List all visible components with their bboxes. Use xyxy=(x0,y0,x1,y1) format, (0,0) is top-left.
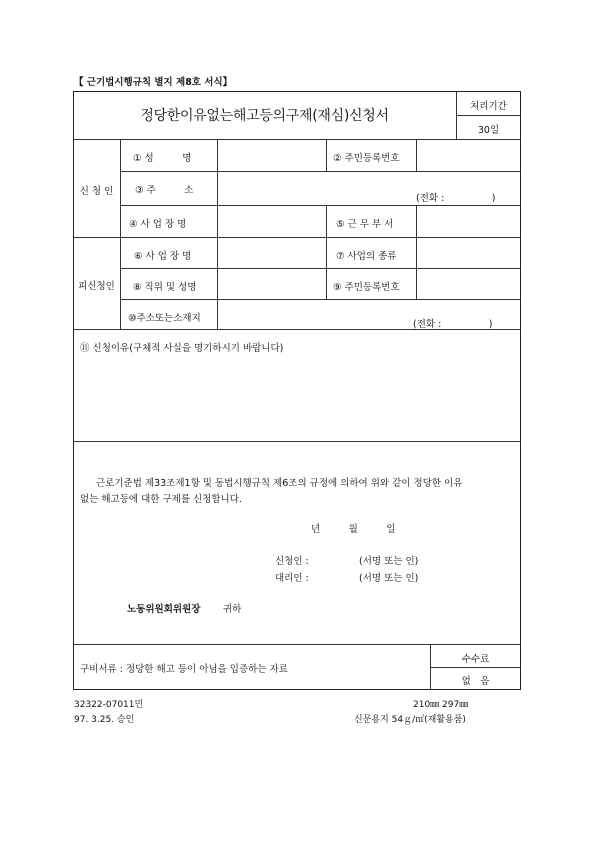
fee-value: 없 음 xyxy=(461,676,490,687)
respondent-business-name-field[interactable] xyxy=(218,238,325,268)
applicant-department-field[interactable] xyxy=(417,206,520,237)
applicant-address-label: ③ 주 소 xyxy=(135,185,194,196)
applicant-workplace-field[interactable] xyxy=(218,206,325,237)
divider xyxy=(73,441,521,442)
divider xyxy=(326,139,327,171)
applicant-workplace-label: ④ 사 업 장 명 xyxy=(129,219,187,230)
respondent-position-name-label: ⑧ 직위 및 성명 xyxy=(133,282,197,293)
respondent-phone: (전화 : ) xyxy=(413,319,493,330)
form-reference: 【 근기법시행규칙 별지 제8호 서식】 xyxy=(74,77,233,88)
reason-label: ⑪ 신청이유(구체적 사실을 명기하시기 바랍니다) xyxy=(80,343,284,354)
applicant-name-label: ① 성 명 xyxy=(133,153,192,164)
honorific: 귀하 xyxy=(223,604,242,615)
divider xyxy=(326,205,327,237)
applicant-sign-note: (서명 또는 인) xyxy=(359,556,419,567)
respondent-rrn-label: ⑨ 주민등록번호 xyxy=(333,282,400,293)
reason-field[interactable] xyxy=(74,355,520,440)
applicant-rrn-field[interactable] xyxy=(417,140,520,171)
form-title: 정당한이유없는해고등의구제(재심)신청서 xyxy=(140,108,389,124)
declaration-line1: 근로기준법 제33조제1항 및 동법시행규칙 제6조의 규정에 의하여 위와 같이 정당한 이유 xyxy=(96,478,463,489)
respondent-position-name-field[interactable] xyxy=(218,269,325,299)
form-code: 32322-07011민 xyxy=(74,700,144,710)
applicant-department-label: ⑤ 근 무 부 서 xyxy=(336,219,394,230)
processing-period-label: 처리기간 xyxy=(470,101,507,112)
processing-period-value: 30일 xyxy=(477,125,500,136)
attachments-label: 구비서류 : 정당한 해고 등이 아님을 입증하는 자료 xyxy=(80,664,288,675)
declaration-line2: 없는 해고등에 대한 구제를 신청합니다. xyxy=(80,494,242,505)
paper-size: 210㎜ 297㎜ xyxy=(413,700,469,710)
divider xyxy=(456,115,521,116)
respondent-business-type-field[interactable] xyxy=(417,238,520,268)
approval-date: 97. 3.25. 승인 xyxy=(74,715,135,725)
divider xyxy=(73,644,521,645)
paper-spec: 신문용지 54ｇ/㎡(재활용품) xyxy=(354,715,466,725)
respondent-business-name-label: ⑥ 사 업 장 명 xyxy=(134,251,192,262)
applicant-name-field[interactable] xyxy=(218,140,325,171)
applicant-sign-label: 신청인 : xyxy=(275,556,309,567)
divider xyxy=(430,667,521,668)
addressee: 노동위원회위원장 xyxy=(127,604,201,615)
applicant-phone: (전화 : ) xyxy=(416,193,496,204)
applicant-section-label: 신 청 인 xyxy=(79,186,114,197)
respondent-rrn-field[interactable] xyxy=(417,269,520,299)
agent-sign-label: 대리인 : xyxy=(275,573,309,584)
agent-sign-note: (서명 또는 인) xyxy=(359,573,419,584)
respondent-section-label: 피신청인 xyxy=(78,281,115,292)
application-date: 년 월 일 xyxy=(311,524,396,535)
divider xyxy=(326,237,327,299)
divider xyxy=(120,139,121,329)
fee-label: 수수료 xyxy=(461,654,490,665)
applicant-rrn-label: ② 주민등록번호 xyxy=(333,153,400,164)
respondent-business-type-label: ⑦ 사업의 종류 xyxy=(336,251,397,262)
respondent-address-label: ⑩주소또는소재지 xyxy=(128,313,201,324)
